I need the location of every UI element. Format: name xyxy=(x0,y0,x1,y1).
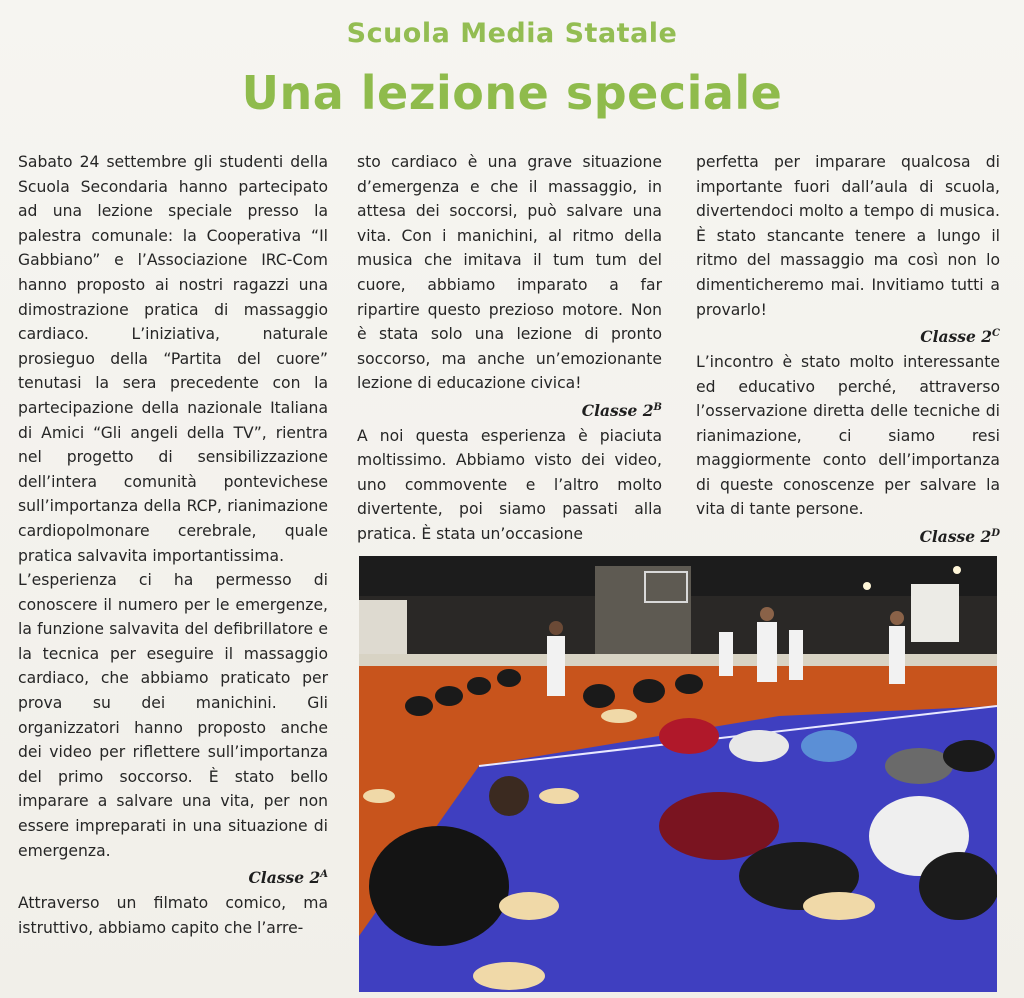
paragraph: L’incontro è stato molto interessante ed educativo perché, attraverso l’osservazione diretta delle tecniche di rianimazione, ci siamo resi maggiormente conto dell’importanza di queste conoscenze per salvare la vita di tante persone. xyxy=(696,352,1000,519)
signature-sup: C xyxy=(992,328,1000,340)
paragraph: Attraverso un filmato comico, ma istruttivo, abbiamo capito che l’arre- xyxy=(18,893,328,937)
signature-text: Classe 2 xyxy=(920,327,993,347)
paragraph: perfetta per imparare qualcosa di importante fuori dall’aula di scuola, divertendoci molto a tempo di musica. È stato stancante tenere a lungo il ritmo del massaggio ma così non lo dimenticheremo mai. Invitiamo tutti a provarlo! xyxy=(696,153,1000,319)
signature-classe-2d xyxy=(696,522,1000,550)
signature-text: Classe 2 xyxy=(919,527,992,547)
signature-classe-2a xyxy=(18,863,328,891)
ceiling-light xyxy=(863,582,871,590)
paragraph: A noi questa esperienza è piaciuta moltissimo. Abbiamo visto dei video, uno commovente e l’altro molto divertente, poi siamo passati alla pratica. È stata un’occasione xyxy=(357,426,662,544)
wall-panel xyxy=(359,600,407,656)
column-3 xyxy=(696,150,1000,550)
signature-classe-2c xyxy=(696,322,1000,350)
photo-illustration xyxy=(359,556,997,992)
paragraph: L’esperienza ci ha permesso di conoscere il numero per le emergenze, la funzione salvavita del defibrillatore e la tecnica per eseguire il massaggio cardiaco, che abbiamo praticato per prova su dei manichini. Gli organizzatori hanno proposto anche dei video per riflettere sull’importanza del primo soccorso. È stato bello imparare a salvare una vita, per non essere impreparati in una situazione di emergenza. xyxy=(18,571,328,860)
signature-text: Classe 2 xyxy=(581,401,654,421)
signature-sup: D xyxy=(991,528,1000,540)
ceiling-light xyxy=(953,566,961,574)
paragraph: sto cardiaco è una grave situazione d’emergenza e che il massaggio, in attesa dei soccorsi, può salvare una vita. Con i manichini, al ritmo della musica che imitava il tum tum del cuore, abbiamo imparato a far ripartire questo prezioso motore. Non è stata solo una lezione di pronto soccorso, ma anche un’emozionante lezione di educazione civica! xyxy=(357,153,662,393)
signature-classe-2b xyxy=(357,396,662,424)
signature-sup: B xyxy=(653,401,662,413)
signature-text: Classe 2 xyxy=(248,868,321,888)
column-1 xyxy=(18,150,328,940)
section-kicker: Scuola Media Statale xyxy=(346,18,678,49)
article-title: Una lezione speciale xyxy=(241,66,783,120)
projection-screen xyxy=(911,584,959,642)
curtain xyxy=(595,566,691,656)
gym-cpr-photo xyxy=(359,556,997,992)
column-2 xyxy=(357,150,662,547)
signature-sup: A xyxy=(320,869,328,881)
paragraph: Sabato 24 settembre gli studenti della Scuola Secondaria hanno partecipato ad una lezione speciale presso la palestra comunale: la Cooperativa “Il Gabbiano” e l’Associazione IRC-Com hanno proposto ai nostri ragazzi una dimostrazione pratica di massaggio cardiaco. L’iniziativa, naturale prosieguo della “Partita del cuore” tenutasi la sera precedente con la partecipazione della nazionale Italiana di Amici “Gli angeli della TV”, rientra nel progetto di sensibilizzazione dell’intera comunità pontevichese sull’importanza della RCP, rianimazione cardiopolmonare cerebrale, quale pratica salvavita importantissima. xyxy=(18,153,328,565)
